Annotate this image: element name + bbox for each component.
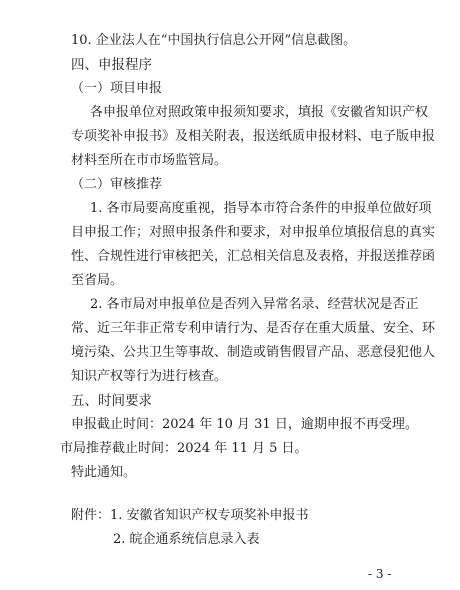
section-4-2-item-1-line-3: 性、合规性进行审核把关，汇总相关信息及表格，并报送推荐函 <box>71 249 436 264</box>
section-4-2-item-1-line-1: 1. 各市局要高度重视，指导本市符合条件的申报单位做好项 <box>90 201 432 216</box>
attachment-item-1: 附件：1. 安徽省知识产权专项奖补申报书 <box>71 508 309 523</box>
section-4-heading: 四、申报程序 <box>71 57 152 73</box>
section-5-heading: 五、时间要求 <box>71 393 152 409</box>
deadline-recommend: 市局推荐截止时间：2024 年 11 月 5 日。 <box>60 441 308 456</box>
section-4-2-heading: （二）审核推荐 <box>71 177 163 192</box>
section-4-2-item-1-line-2: 目申报工作；对照申报条件和要求，对申报单位填报信息的真实 <box>71 225 436 240</box>
closing-notice: 特此通知。 <box>71 465 137 480</box>
section-4-2-item-1-line-4: 至省局。 <box>71 273 124 288</box>
section-4-1-para-line-2: 专项奖补申报书》及相关附表，报送纸质申报材料、电子版申报 <box>71 129 436 144</box>
attachment-item-2: 2. 皖企通系统信息录入表 <box>113 532 260 547</box>
deadline-apply: 申报截止时间：2024 年 10 月 31 日，逾期申报不再受理。 <box>71 417 418 432</box>
page-number: - 3 - <box>368 567 392 581</box>
item-10-text: 10. 企业法人在“中国执行信息公开网”信息截图。 <box>71 33 357 48</box>
section-4-2-item-2-line-4: 知识产权等行为进行核查。 <box>71 369 228 384</box>
section-4-1-heading: （一）项目申报 <box>71 81 163 96</box>
section-4-2-item-2-line-3: 境污染、公共卫生等事故、制造或销售假冒产品、恶意侵犯他人 <box>71 345 436 360</box>
section-4-2-item-2-line-2: 常、近三年非正常专利申请行为、是否存在重大质量、安全、环 <box>71 321 436 336</box>
section-4-1-para-line-1: 各申报单位对照政策申报须知要求，填报《安徽省知识产权 <box>90 105 429 120</box>
section-4-1-para-line-3: 材料至所在市市场监管局。 <box>71 153 228 168</box>
section-4-2-item-2-line-1: 2. 各市局对申报单位是否列入异常名录、经营状况是否正 <box>90 297 419 312</box>
